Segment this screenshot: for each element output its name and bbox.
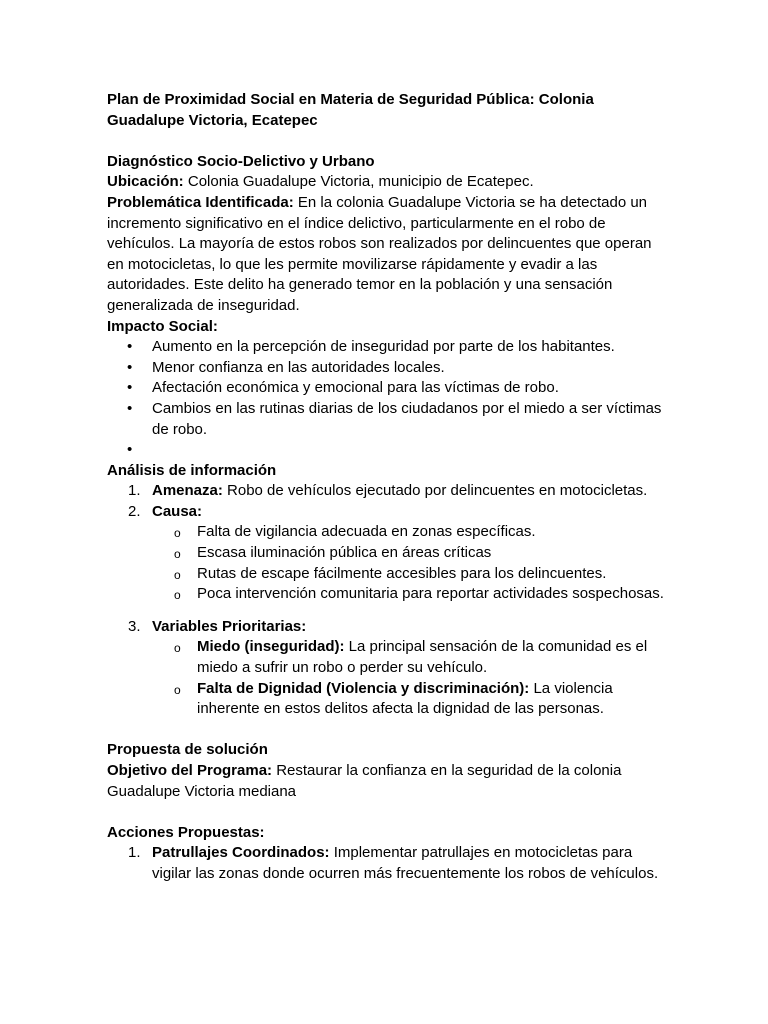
document-title: Plan de Proximidad Social en Materia de Seguridad Pública: Colonia Guadalupe Victoria, Ecatepec [107,91,594,129]
sub-list-item: o Rutas de escape fácilmente accesibles para los delincuentes. [152,564,667,585]
list-item: • Cambios en las rutinas diarias de los ciudadanos por el miedo a ser víctimas de robo. [107,399,667,440]
list-item: 1. Amenaza: Robo de vehículos ejecutado por delincuentes en motocicletas. [128,482,648,500]
list-item [107,440,667,461]
analisis-list [107,481,667,720]
analisis-heading: Análisis de información [107,461,277,479]
document-body [107,90,667,885]
ubicacion-paragraph: Ubicación: Colonia Guadalupe Victoria, municipio de Ecatepec. [107,173,534,191]
list-item: 3. Variables Prioritarias: o Miedo (inseguridad): La principal sensación de la comunidad es el miedo a sufrir un robo o perder su vehículo. o Falta de Dignidad (Violencia y discriminación): La violencia inherente en estos delitos afecta la dignidad de las personas. [107,617,667,720]
propuesta-heading: Propuesta de solución [107,741,268,759]
sub-list-item: o Poca intervención comunitaria para reportar actividades sospechosas. [152,584,667,605]
list-item: 1. Patrullajes Coordinados: Implementar patrullajes en motocicletas para vigilar las zonas donde ocurren más frecuentemente los robos de vehículos. [128,844,659,882]
list-item: • Afectación económica y emocional para las víctimas de robo. [107,378,667,399]
causa-sublist [152,522,667,604]
variables-sublist [152,637,667,719]
acciones-heading: Acciones Propuestas: [107,823,265,841]
acciones-list [107,843,667,884]
objetivo-paragraph: Objetivo del Programa: Restaurar la confianza en la seguridad de la colonia Guadalupe Victoria mediana [107,762,622,800]
list-item: • Menor confianza en las autoridades locales. [107,358,667,379]
sub-list-item: o Falta de Dignidad (Violencia y discriminación): La violencia inherente en estos delitos afecta la dignidad de las personas. [152,679,667,720]
impacto-heading: Impacto Social: [107,317,218,335]
sub-list-item: o Escasa iluminación pública en áreas críticas [152,543,667,564]
sub-list-item: o Falta de vigilancia adecuada en zonas específicas. [152,522,667,543]
list-item: 2. Causa: o Falta de vigilancia adecuada en zonas específicas. o Escasa iluminación pública en áreas críticas o Rutas de escape fácilmente accesibles para los delincuentes. o Poca intervención comunitaria para reportar actividades sospechosas. [107,502,667,617]
problematica-paragraph: Problemática Identificada: En la colonia Guadalupe Victoria se ha detectado un incremento significativo en el índice delictivo, particularmente en el robo de vehículos. La mayoría de estos robos son realizados por delincuentes que operan en motocicletas, lo que les permite movilizarse rápidamente y evadir a las autoridades. Este delito ha generado temor en la población y una sensación generalizada de inseguridad. [107,193,652,314]
impacto-list [107,337,667,461]
list-item: • Aumento en la percepción de inseguridad por parte de los habitantes. [107,337,667,358]
sub-list-item: o Miedo (inseguridad): La principal sensación de la comunidad es el miedo a sufrir un robo o perder su vehículo. [152,637,667,678]
diagnostico-heading: Diagnóstico Socio-Delictivo y Urbano [107,152,375,170]
